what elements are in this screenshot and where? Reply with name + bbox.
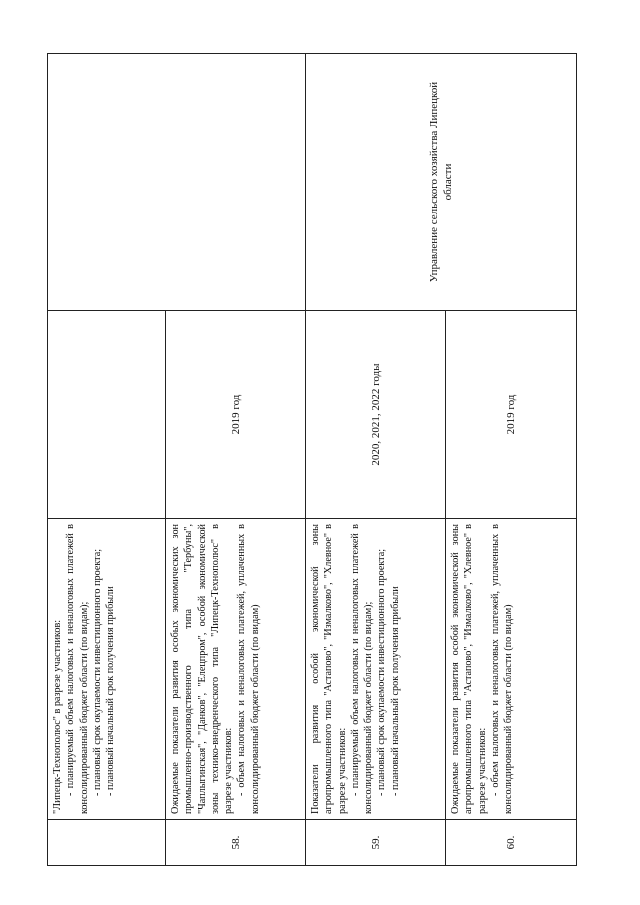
row-period: 2020, 2021, 2022 годы (305, 311, 445, 519)
row-description: Показатели развития особой экономической зоны агропромышленного типа "Астапово", "Измалково", "Хлевное" в разрезе участников: - планируемый объем налоговых и неналоговых платежей в консолидированный бюджет области (по видам); - плановый срок окупаемости инвестиционного проекта; - плановый начальный срок получения прибыли (305, 519, 445, 820)
row-number: 59. (305, 820, 445, 866)
executor-cell-empty (47, 53, 305, 311)
executor-cell: Управление сельского хозяйства Липецкой области (305, 53, 577, 311)
row-period (47, 311, 165, 519)
row-number (47, 820, 165, 866)
row-description: "Липецк-Технополюс" в разрезе участников: - планируемый объем налоговых и неналоговых платежей в консолидированный бюджет области (по видам); - плановый срок окупаемости инвестиционного проекта; - плановый начальный срок получения прибыли (47, 519, 165, 820)
row-number: 60. (445, 820, 577, 866)
row-period: 2019 год (445, 311, 577, 519)
row-description: Ожидаемые показатели развития особых экономических зон промышленно-производственного типа "Тербуны", "Чаплыгинская", "Данков", "Елецпром", особой экономической зоны технико-внедренческого типа "Липецк-Технополюс" в разрезе участников: - объем налоговых и неналоговых платежей, уплаченных в консолидированный бюджет области (по видам) (165, 519, 305, 820)
row-number: 58. (165, 820, 305, 866)
row-description: Ожидаемые показатели развития особой экономической зоны агропромышленного типа "Астапово", "Измалково", "Хлевное" в разрезе участников: - объем налоговых и неналоговых платежей, уплаченных в консолидированный бюджет области (по видам) (445, 519, 577, 820)
row-period: 2019 год (165, 311, 305, 519)
rotated-table (47, 53, 577, 866)
